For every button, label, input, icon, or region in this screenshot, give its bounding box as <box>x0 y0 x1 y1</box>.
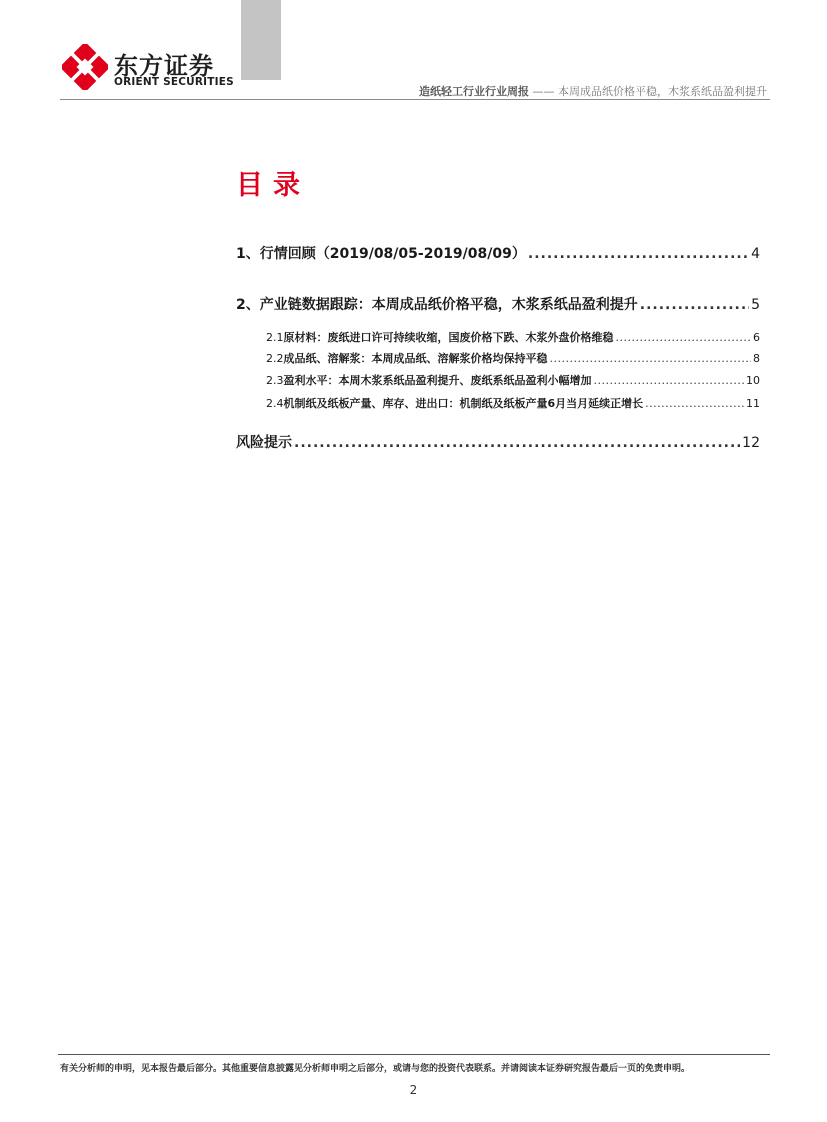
toc-leader-dots <box>645 397 744 410</box>
toc-leader-dots <box>550 352 752 365</box>
brand-name-en: ORIENT SECURITIES <box>114 76 234 88</box>
toc-subentry-number: 2.4 <box>266 397 284 410</box>
toc-title: 目录 <box>236 170 310 201</box>
header-gray-tab <box>241 0 281 80</box>
toc-leader-dots <box>528 246 749 262</box>
toc-subentry-number: 2.1 <box>266 331 284 344</box>
toc-subentry[interactable] <box>266 329 760 345</box>
toc-entry-title: 1、行情回顾（2019/08/05-2019/08/09） <box>236 246 526 262</box>
report-category: 造纸轻工行业行业周报 <box>419 85 529 98</box>
toc-entry-title: 风险提示 <box>236 435 292 451</box>
toc-entry-page: 5 <box>751 297 760 313</box>
toc-leader-dots <box>294 435 740 451</box>
toc-subentry-title: 盈利水平：本周木浆系纸品盈利提升、废纸系纸品盈利小幅增加 <box>283 374 592 387</box>
toc-entry-page: 4 <box>751 246 760 262</box>
toc-subentry-number: 2.2 <box>266 352 284 365</box>
header-separator: —— <box>532 85 555 98</box>
toc-subentry[interactable] <box>266 350 760 366</box>
header-divider <box>60 99 770 100</box>
toc-leader-dots <box>616 331 752 344</box>
report-subtitle: 本周成品纸价格平稳，木浆系纸品盈利提升 <box>558 85 767 98</box>
toc-subentry-page: 11 <box>746 397 760 410</box>
toc-subentry-page: 6 <box>753 331 760 344</box>
toc-leader-dots <box>640 297 749 313</box>
toc-entry-page: 12 <box>742 435 760 451</box>
toc-subentry-title: 原材料：废纸进口许可持续收缩，国废价格下跌、木浆外盘价格维稳 <box>283 331 614 344</box>
brand-name-cn: 东方证券 <box>114 52 214 80</box>
footer-disclaimer: 有关分析师的申明，见本报告最后部分。其他重要信息披露见分析师申明之后部分，或请与您的投资代表联系。并请阅读本证券研究报告最后一页的免责申明。 <box>60 1064 691 1074</box>
toc-subentry-title: 机制纸及纸板产量、库存、进出口：机制纸及纸板产量6月当月延续正增长 <box>283 397 644 410</box>
toc-subentry[interactable] <box>266 395 760 411</box>
toc-entry[interactable] <box>236 294 760 314</box>
orient-securities-logo <box>62 44 232 90</box>
orient-diamond-logo-icon <box>62 44 108 90</box>
toc-entry[interactable] <box>236 432 760 452</box>
report-header <box>419 83 767 99</box>
toc-subentry[interactable] <box>266 372 760 388</box>
toc-entry[interactable] <box>236 243 760 263</box>
toc-subentry-page: 10 <box>746 374 760 387</box>
toc-leader-dots <box>594 374 745 387</box>
toc-subentry-title: 成品纸、溶解浆：本周成品纸、溶解浆价格均保持平稳 <box>283 352 548 365</box>
toc-subentry-number: 2.3 <box>266 374 284 387</box>
footer-divider <box>58 1054 770 1055</box>
toc-entry-title: 2、产业链数据跟踪：本周成品纸价格平稳，木浆系纸品盈利提升 <box>236 297 638 313</box>
toc-subentry-page: 8 <box>753 352 760 365</box>
page-number: 2 <box>409 1083 418 1097</box>
